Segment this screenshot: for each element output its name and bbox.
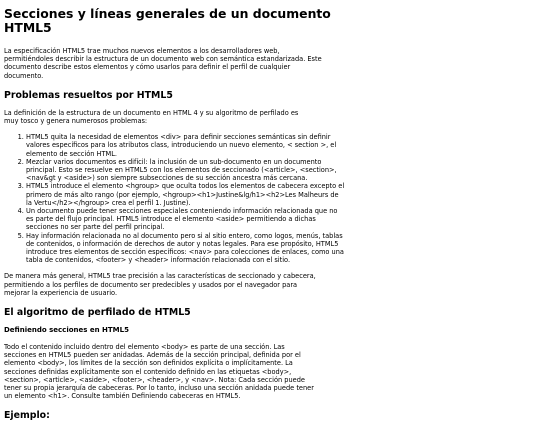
problems-conclusion-paragraph: De manera más general, HTML5 trae precisión a las características de seccionado y cabecera, permitiendo a los perfiles de documento ser predecibles y usados por el navegador para mejorar la experiencia de usuario. xyxy=(4,272,316,297)
list-item: 3. HTML5 introduce el elemento <hgroup> que oculta todos los elementos de cabecera excepto el primero de más alto rango (por ejemplo, <hgroup><h1>Justine&lg/h1><h2>Les Malheurs de la Vertu</h2></hgroup> crea el perfil 1. Justine). xyxy=(26,182,346,207)
section-heading-algorithm: El algoritmo de perfilado de HTML5 xyxy=(4,307,191,319)
subsection-heading-defining-sections: Definiendo secciones en HTML5 xyxy=(4,326,129,335)
list-item: 5. Hay información relacionada no al documento pero si al sitio entero, como logos, menús, tablas de contenidos, o información de derechos de autor y notas legales. Para ese propósito, HTML5 introduce tres elementos de sección específicos: <nav> para colecciones de enlaces, como una tabla de contenidos, <footer> y <header> información relacionada con el sitio. xyxy=(26,232,346,265)
problems-list xyxy=(4,133,346,264)
section-heading-example: Ejemplo: xyxy=(4,409,50,421)
problems-intro-paragraph: La definición de la estructura de un documento en HTML 4 y su algoritmo de perfilado es muy tosco y genera numerosos problemas: xyxy=(4,108,299,126)
list-item: 4. Un documento puede tener secciones especiales conteniendo información relacionada que no es parte del flujo principal. HTML5 introduce el elemento <aside> permitiendo a dichas secciones no ser parte del perfil principal. xyxy=(26,207,346,232)
defining-sections-paragraph: Todo el contenido incluido dentro del elemento <body> es parte de una sección. Las secciones en HTML5 pueden ser anidadas. Además de la sección principal, definida por el elemento <body>, los límites de la sección son definidos explícita o implícitamente. La secciones definidas explícitamente son el contenido definido en las etiquetas <body>, <section>, <article>, <aside>, <footer>, <header>, y <nav>. Nota: Cada sección puede tener su propia jerarquía de cabeceras. Por lo tanto, incluso una sección anidada puede tener un elemento <h1>. Consulte también Definiendo cabeceras en HTML5. xyxy=(4,343,314,401)
section-heading-problems: Problemas resueltos por HTML5 xyxy=(4,89,173,101)
intro-paragraph: La especificación HTML5 trae muchos nuevos elementos a los desarrolladores web, permitiéndoles describir la estructura de un documento web con semántica estandarizada. Este documento describe estos elementos y cómo usarlos para definir el perfil de cualquier documento. xyxy=(4,47,322,80)
list-item: 2. Mezclar varios documentos es difícil: la inclusión de un sub-documento en un documento principal. Esto se resuelve en HTML5 con los elementos de seccionado (<article>, <section>, <nav&gt y <aside>) son siempre subsecciones de su sección ancestra más cercana. xyxy=(26,158,346,183)
page-title: Secciones y líneas generales de un documento HTML5 xyxy=(4,6,331,35)
list-item: 1. HTML5 quita la necesidad de elementos <div> para definir secciones semánticas sin definir valores específicos para los atributos class, introduciendo un nuevo elemento, < section >, el elemento de sección HTML. xyxy=(26,133,346,158)
